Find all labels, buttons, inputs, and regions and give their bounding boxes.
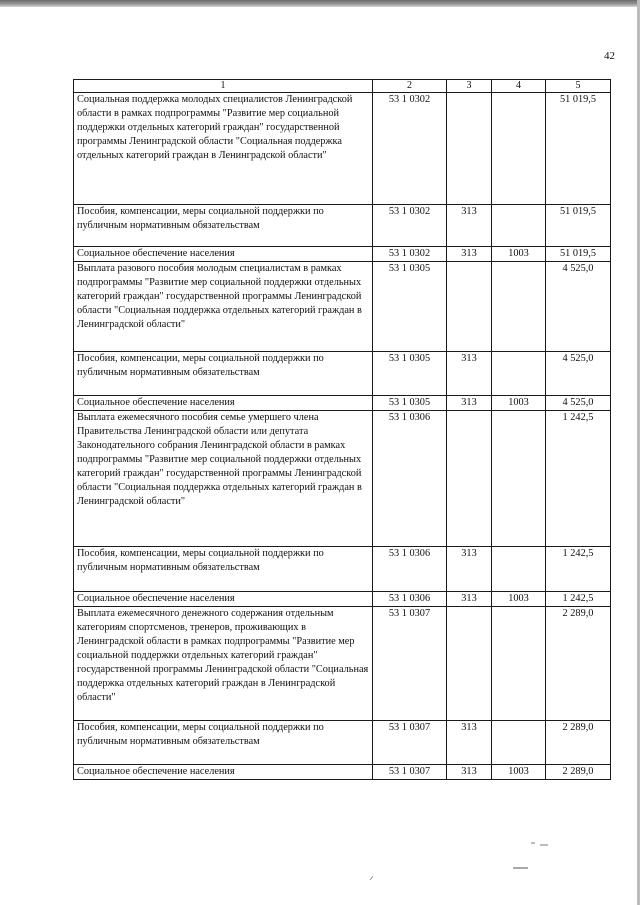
- row-section: 1003: [492, 765, 546, 780]
- row-amount: 2 289,0: [546, 607, 611, 721]
- row-name: Социальное обеспечение населения: [74, 247, 373, 262]
- row-name: Социальное обеспечение населения: [74, 592, 373, 607]
- row-amount: 1 242,5: [546, 411, 611, 547]
- row-expense-type: 313: [447, 765, 492, 780]
- row-target-code: 53 1 0302: [373, 93, 447, 205]
- row-amount: 51 019,5: [546, 93, 611, 205]
- row-expense-type: 313: [447, 247, 492, 262]
- table-row: [74, 547, 611, 592]
- table-row: [74, 262, 611, 352]
- header-col-2: 2: [373, 80, 447, 93]
- row-name: Пособия, компенсации, меры социальной поддержки по публичным нормативным обязательствам: [74, 547, 373, 592]
- row-section: 1003: [492, 396, 546, 411]
- row-name: Социальное обеспечение населения: [74, 765, 373, 780]
- scan-mark: [370, 876, 373, 880]
- row-name: Пособия, компенсации, меры социальной поддержки по публичным нормативным обязательствам: [74, 721, 373, 765]
- row-name: Выплата разового пособия молодым специалистам в рамках подпрограммы "Развитие мер социальной поддержки отдельных категорий граждан" государственной программы Ленинградской области "Социальная поддержка отдельных категорий граждан в Ленинградской области": [74, 262, 373, 352]
- row-target-code: 53 1 0305: [373, 262, 447, 352]
- row-expense-type: [447, 411, 492, 547]
- row-name: Социальное обеспечение населения: [74, 396, 373, 411]
- row-amount: 1 242,5: [546, 592, 611, 607]
- row-amount: 4 525,0: [546, 396, 611, 411]
- row-section: [492, 721, 546, 765]
- header-col-5: 5: [546, 80, 611, 93]
- table-row: [74, 607, 611, 721]
- table-row: [74, 247, 611, 262]
- row-target-code: 53 1 0302: [373, 205, 447, 247]
- row-target-code: 53 1 0307: [373, 607, 447, 721]
- row-amount: 1 242,5: [546, 547, 611, 592]
- row-section: 1003: [492, 247, 546, 262]
- row-target-code: 53 1 0306: [373, 411, 447, 547]
- row-section: [492, 262, 546, 352]
- row-amount: 51 019,5: [546, 205, 611, 247]
- row-target-code: 53 1 0306: [373, 592, 447, 607]
- header-row: [74, 80, 611, 93]
- row-expense-type: 313: [447, 721, 492, 765]
- table-row: [74, 592, 611, 607]
- row-target-code: 53 1 0302: [373, 247, 447, 262]
- row-target-code: 53 1 0305: [373, 352, 447, 396]
- table-row: [74, 721, 611, 765]
- page-number: 42: [604, 50, 615, 62]
- row-expense-type: [447, 93, 492, 205]
- row-expense-type: 313: [447, 396, 492, 411]
- row-section: [492, 411, 546, 547]
- row-expense-type: 313: [447, 352, 492, 396]
- row-section: [492, 352, 546, 396]
- row-name: Выплата ежемесячного пособия семье умершего члена Правительства Ленинградской области или депутата Законодательного собрания Ленинградской области в рамках подпрограммы "Развитие мер социальной поддержки отдельных категорий граждан" государственной программы Ленинградской области "Социальная поддержка отдельных категорий граждан в Ленинградской области": [74, 411, 373, 547]
- row-section: [492, 93, 546, 205]
- table-row: [74, 765, 611, 780]
- header-col-3: 3: [447, 80, 492, 93]
- budget-table: [73, 79, 611, 780]
- table-row: [74, 396, 611, 411]
- row-amount: 4 525,0: [546, 262, 611, 352]
- row-section: [492, 607, 546, 721]
- header-col-1: 1: [74, 80, 373, 93]
- row-amount: 2 289,0: [546, 721, 611, 765]
- table-row: [74, 411, 611, 547]
- row-name: Социальная поддержка молодых специалистов Ленинградской области в рамках подпрограммы "Развитие мер социальной поддержки отдельных категорий граждан" государственной программы Ленинградской области "Социальная поддержка отдельных категорий граждан в Ленинградской области": [74, 93, 373, 205]
- row-target-code: 53 1 0307: [373, 765, 447, 780]
- row-name: Пособия, компенсации, меры социальной поддержки по публичным нормативным обязательствам: [74, 205, 373, 247]
- row-name: Пособия, компенсации, меры социальной поддержки по публичным нормативным обязательствам: [74, 352, 373, 396]
- row-expense-type: 313: [447, 592, 492, 607]
- row-expense-type: 313: [447, 205, 492, 247]
- row-target-code: 53 1 0307: [373, 721, 447, 765]
- scan-top-edge: [0, 0, 640, 7]
- row-expense-type: [447, 607, 492, 721]
- table-row: [74, 93, 611, 205]
- row-target-code: 53 1 0305: [373, 396, 447, 411]
- row-amount: 4 525,0: [546, 352, 611, 396]
- row-target-code: 53 1 0306: [373, 547, 447, 592]
- row-section: 1003: [492, 592, 546, 607]
- row-section: [492, 205, 546, 247]
- row-expense-type: 313: [447, 547, 492, 592]
- row-section: [492, 547, 546, 592]
- table-row: [74, 205, 611, 247]
- row-name: Выплата ежемесячного денежного содержания отдельным категориям спортсменов, тренеров, проживающих в Ленинградской области в рамках подпрограммы "Развитие мер социальной поддержки отдельных категорий граждан" государственной программы Ленинградской области "Социальная поддержка отдельных категорий граждан в Ленинградской области": [74, 607, 373, 721]
- row-expense-type: [447, 262, 492, 352]
- row-amount: 2 289,0: [546, 765, 611, 780]
- table-row: [74, 352, 611, 396]
- row-amount: 51 019,5: [546, 247, 611, 262]
- header-col-4: 4: [492, 80, 546, 93]
